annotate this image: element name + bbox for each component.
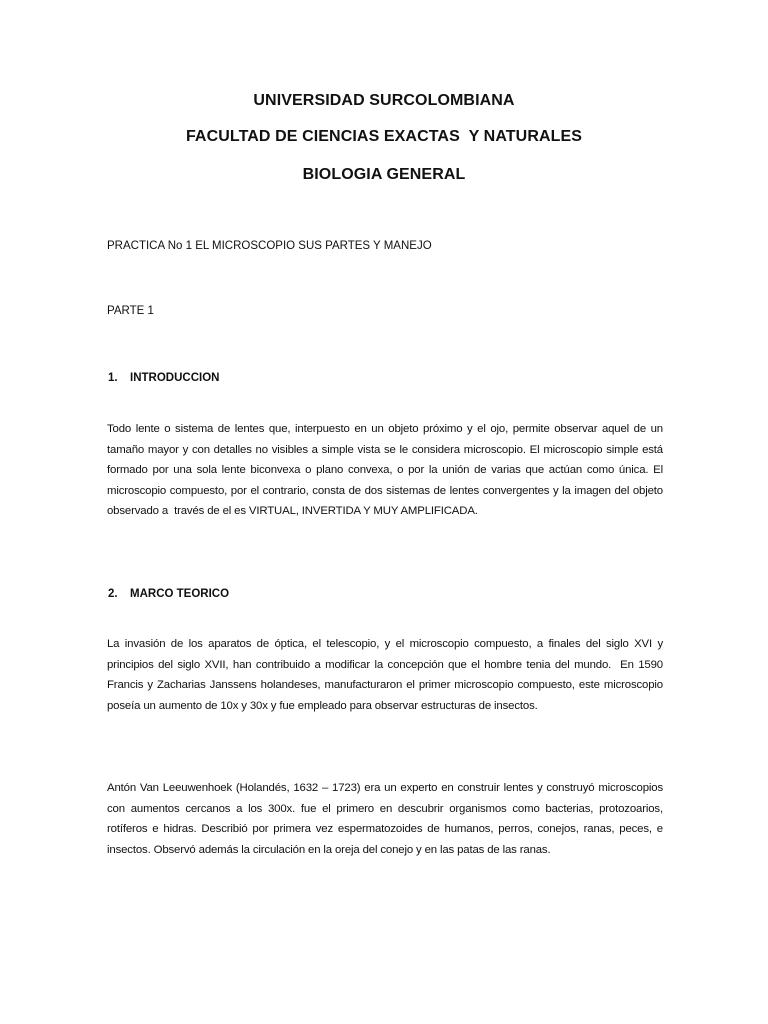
practice-title: PRACTICA No 1 EL MICROSCOPIO SUS PARTES Y MANEJO <box>107 240 432 252</box>
paragraph-marco-teorico-2: Antón Van Leeuwenhoek (Holandés, 1632 – 1723) era un experto en construir lentes y construyó microscopios con aumentos cercanos a los 300x. fue el primero en descubrir organismos como bacterias, protozoarios, rotíferos e hidras. Describió por primera vez espermatozoides de humanos, perros, conejos, ranas, peces, e insectos. Observó además la circulación en la oreja del conejo y en las patas de las ranas. <box>107 782 663 856</box>
course-heading: BIOLOGIA GENERAL <box>302 166 466 183</box>
section-number: 2. <box>108 588 118 600</box>
section-heading-introduccion <box>108 372 220 384</box>
section-title: MARCO TEORICO <box>130 588 230 600</box>
university-heading: UNIVERSIDAD SURCOLOMBIANA <box>253 92 515 109</box>
faculty-heading: FACULTAD DE CIENCIAS EXACTAS Y NATURALES <box>185 128 583 145</box>
paragraph-introduccion: Todo lente o sistema de lentes que, interpuesto en un objeto próximo y el ojo, permite observar aquel de un tamaño mayor y con detalles no visibles a simple vista se le considera microscopio. El microscopio simple está formado por una sola lente biconvexa o plano convexa, o por la unión de varias que actúan como única. El microscopio compuesto, por el contrario, consta de dos sistemas de lentes convergentes y la imagen del objeto observado a través de el es VIRTUAL, INVERTIDA Y MUY AMPLIFICADA. <box>107 423 667 518</box>
section-title: INTRODUCCION <box>130 372 220 384</box>
section-heading-marco-teorico <box>108 588 230 600</box>
section-number: 1. <box>108 372 118 384</box>
paragraph-marco-teorico-1: La invasión de los aparatos de óptica, el telescopio, y el microscopio compuesto, a finales del siglo XVI y principios del siglo XVII, han contribuido a modificar la concepción que el hombre tenia del mundo. En 1590 Francis y Zacharias Janssens holandeses, manufacturaron el primer microscopio compuesto, este microscopio poseía un aumento de 10x y 30x y fue empleado para observar estructuras de insectos. <box>107 638 667 712</box>
part-label: PARTE 1 <box>107 305 154 317</box>
